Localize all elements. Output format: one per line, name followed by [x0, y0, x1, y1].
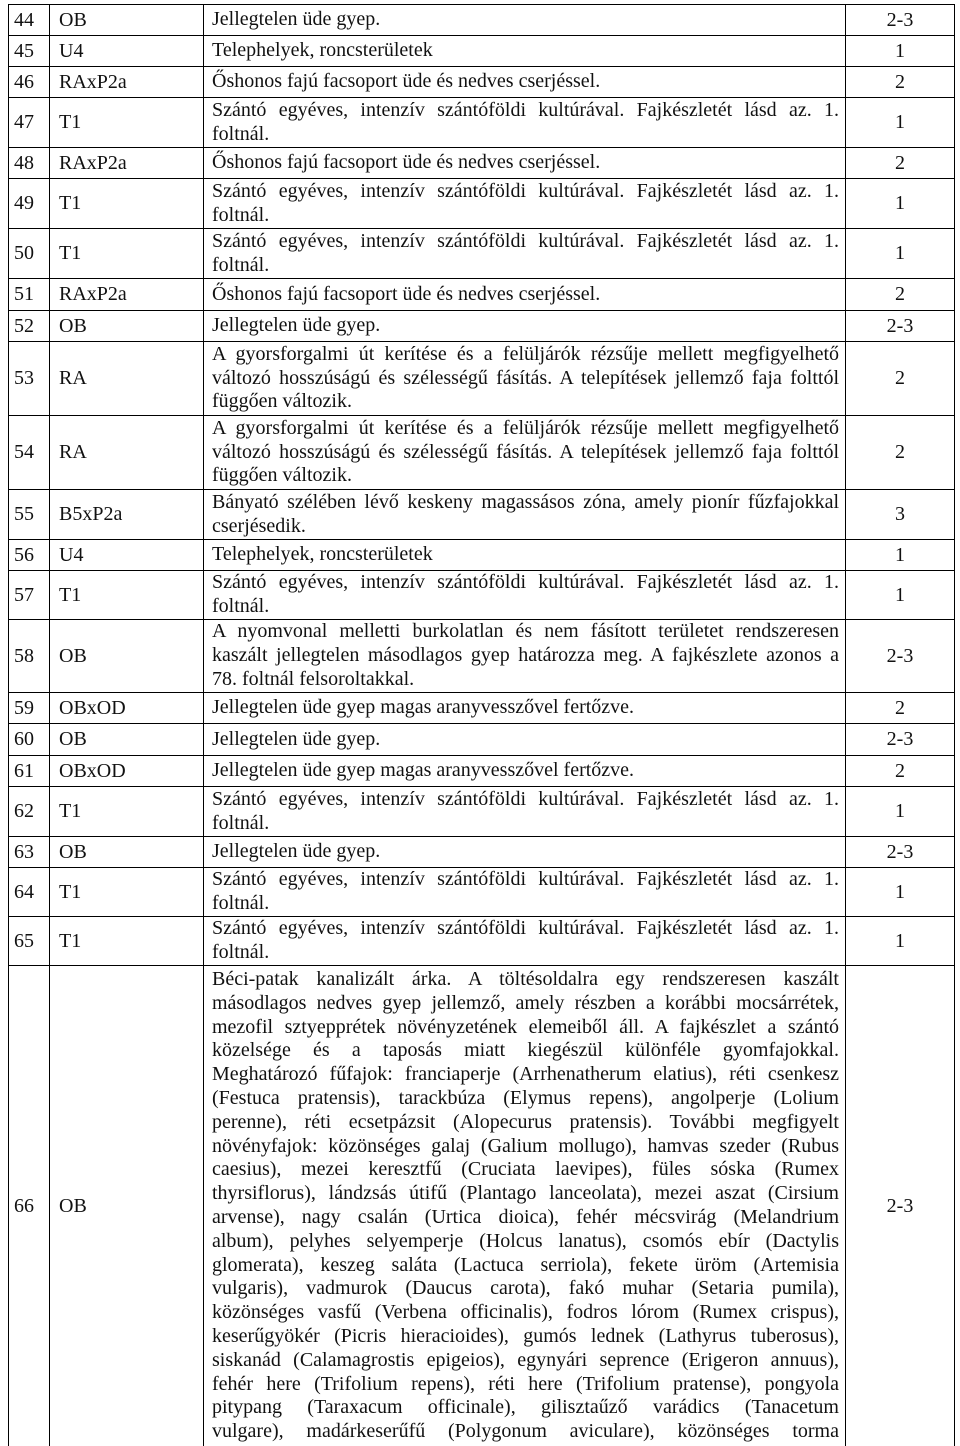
habitat-code: OB	[49, 5, 203, 35]
naturalness-value: 2-3	[845, 966, 955, 1446]
table-row	[8, 228, 955, 278]
habitat-code: OB	[49, 311, 203, 341]
description-line: másodlagos nedves gyep jellemző, amely részben a korábbi mocsárrétek,	[212, 991, 839, 1014]
patch-number: 55	[8, 490, 49, 539]
table-row	[8, 66, 955, 97]
habitat-code: OB	[49, 966, 203, 1446]
description-line: Szántó egyéves, intenzív szántóföldi kultúrával. Fajkészletét lásd az. 1.	[212, 179, 839, 202]
naturalness-value: 2-3	[845, 311, 955, 341]
description-line: kaszált jellegtelen másodlagos gyep határozza meg. A fajkészlete azonos a	[212, 644, 839, 667]
table-row	[8, 4, 955, 35]
table-row	[8, 278, 955, 310]
patch-number: 66	[8, 966, 49, 1446]
table-row	[8, 310, 955, 341]
description-line: arvense), nagy csalán (Urtica dioica), fehér mécsvirág (Melandrium	[212, 1206, 839, 1228]
patch-number: 60	[8, 724, 49, 755]
habitat-description	[203, 693, 845, 723]
naturalness-value: 1	[845, 229, 955, 278]
habitat-code: T1	[49, 917, 203, 965]
habitat-code: U4	[49, 36, 203, 66]
patch-number: 58	[8, 620, 49, 692]
table-row	[8, 867, 955, 916]
table-row	[8, 786, 955, 836]
patch-number: 57	[8, 571, 49, 619]
naturalness-value: 2	[845, 693, 955, 723]
description-line: fehér here (Trifolium repens), réti here (Trifolium pratense), pongyola	[212, 1372, 839, 1395]
habitat-code: T1	[49, 571, 203, 619]
description-line: Szántó egyéves, intenzív szántóföldi kultúrával. Fajkészletét lásd az. 1.	[212, 917, 839, 940]
habitat-code: T1	[49, 229, 203, 278]
table-row	[8, 147, 955, 178]
habitat-description	[203, 724, 845, 755]
habitat-description	[203, 917, 845, 965]
description-line: Szántó egyéves, intenzív szántóföldi kultúrával. Fajkészletét lásd az. 1.	[212, 868, 839, 891]
description-line: Jellegtelen üde gyep.	[212, 840, 381, 863]
naturalness-value: 1	[845, 179, 955, 228]
description-line: glomerata), keszeg saláta (Lactuca serriola), fekete üröm (Artemisia	[212, 1253, 839, 1276]
description-line: Őshonos fajú facsoport üde és nedves cserjéssel.	[212, 151, 601, 174]
description-line: foltnál.	[212, 811, 270, 834]
habitat-description	[203, 787, 845, 836]
description-line: közönséges vasfű (Verbena officinalis), fodros lórom (Rumex crispus),	[212, 1301, 839, 1324]
naturalness-value: 1	[845, 868, 955, 916]
naturalness-value: 1	[845, 36, 955, 66]
habitat-description	[203, 868, 845, 916]
naturalness-value: 1	[845, 917, 955, 965]
table-row	[8, 97, 955, 147]
description-line: cserjésedik.	[212, 514, 306, 537]
naturalness-value: 2	[845, 756, 955, 786]
naturalness-value: 2	[845, 279, 955, 310]
description-line: Őshonos fajú facsoport üde és nedves cserjéssel.	[212, 70, 601, 93]
table-row	[8, 965, 955, 1446]
description-line: Meghatározó fűfajok: franciaperje (Arrhenatherum elatius), réti csenkesz	[212, 1063, 839, 1086]
habitat-description	[203, 540, 845, 570]
patch-number: 44	[8, 5, 49, 35]
description-line: változó hosszúságú és szélességű fásítás. A telepítések jellemző faja folttól	[212, 366, 839, 389]
naturalness-value: 1	[845, 540, 955, 570]
habitat-description	[203, 620, 845, 692]
naturalness-value: 1	[845, 571, 955, 619]
description-line: Béci-patak kanalizált árka. A töltésoldalra egy rendszeresen kaszált	[212, 968, 839, 991]
description-line: változó hosszúságú és szélességű fásítás. A telepítések jellemző faja folttól	[212, 440, 839, 463]
patch-number: 59	[8, 693, 49, 723]
description-line: foltnál.	[212, 941, 270, 963]
habitat-code: U4	[49, 540, 203, 570]
description-line: Jellegtelen üde gyep magas aranyvesszővel fertőzve.	[212, 696, 635, 719]
description-line: Őshonos fajú facsoport üde és nedves cserjéssel.	[212, 282, 601, 305]
table-row	[8, 836, 955, 867]
description-line: A gyorsforgalmi út kerítése és a felüljárók rézsűje mellett megfigyelhető	[212, 342, 839, 365]
naturalness-value: 2	[845, 416, 955, 489]
habitat-code: OB	[49, 837, 203, 867]
habitat-description	[203, 179, 845, 228]
habitat-code: RAxP2a	[49, 279, 203, 310]
description-line: (Festuca pratensis), tarackbúza (Elymus repens), angolperje (Lolium	[212, 1087, 839, 1110]
description-line: perenne), réti ecsetpázsit (Alopecurus pratensis). További megfigyelt	[212, 1110, 839, 1133]
naturalness-value: 3	[845, 490, 955, 539]
table-row	[8, 570, 955, 619]
habitat-description	[203, 98, 845, 147]
habitat-description	[203, 67, 845, 97]
description-line: foltnál.	[212, 595, 270, 617]
description-line: keserűgyökér (Picris hieracioides), gumós lednek (Lathyrus tuberosus),	[212, 1324, 839, 1347]
description-line: függően változik.	[212, 464, 352, 487]
habitat-code: RA	[49, 342, 203, 415]
patch-number: 56	[8, 540, 49, 570]
table-row	[8, 489, 955, 539]
table-row	[8, 35, 955, 66]
patch-number: 54	[8, 416, 49, 489]
description-line: pitypang (Taraxacum officinale), gilisztaűző varádics (Tanacetum	[212, 1396, 839, 1419]
description-line: mezofil sztyepprétek növényzetének elemeiből áll. A fajkészlet a szántó	[212, 1015, 839, 1038]
description-line: foltnál.	[212, 892, 270, 914]
description-line: foltnál.	[212, 203, 270, 226]
description-line: függően változik.	[212, 390, 352, 413]
habitat-code: T1	[49, 868, 203, 916]
habitat-description	[203, 148, 845, 178]
habitat-description	[203, 571, 845, 619]
description-line: A nyomvonal melletti burkolatlan és nem fásított területet rendszeresen	[212, 620, 839, 643]
patch-number: 49	[8, 179, 49, 228]
naturalness-value: 2	[845, 342, 955, 415]
habitat-code: OBxOD	[49, 756, 203, 786]
habitat-description	[203, 5, 845, 35]
naturalness-value: 2-3	[845, 724, 955, 755]
patch-number: 47	[8, 98, 49, 147]
habitat-description	[203, 416, 845, 489]
table-row	[8, 178, 955, 228]
description-line: Jellegtelen üde gyep magas aranyvesszővel fertőzve.	[212, 759, 635, 782]
table-row	[8, 916, 955, 965]
patch-number: 62	[8, 787, 49, 836]
habitat-code: T1	[49, 787, 203, 836]
habitat-description	[203, 756, 845, 786]
patch-number: 50	[8, 229, 49, 278]
habitat-description	[203, 311, 845, 341]
habitat-code: T1	[49, 98, 203, 147]
patch-number: 52	[8, 311, 49, 341]
patch-number: 63	[8, 837, 49, 867]
patch-number: 45	[8, 36, 49, 66]
habitat-code: RAxP2a	[49, 67, 203, 97]
description-line: Szántó egyéves, intenzív szántóföldi kultúrával. Fajkészletét lásd az. 1.	[212, 98, 839, 121]
habitat-table	[8, 4, 955, 1446]
habitat-code: OB	[49, 724, 203, 755]
naturalness-value: 2-3	[845, 5, 955, 35]
table-row	[8, 341, 955, 415]
description-line: Jellegtelen üde gyep.	[212, 314, 381, 337]
description-line: növényfajok: közönséges galaj (Galium mollugo), hamvas szeder (Rubus	[212, 1134, 839, 1157]
description-line: Bányató szélében lévő keskeny magassásos zóna, amely pionír fűzfajokkal	[212, 490, 839, 513]
description-line: Szántó egyéves, intenzív szántóföldi kultúrával. Fajkészletét lásd az. 1.	[212, 571, 839, 594]
description-line: Telephelyek, roncsterületek	[212, 543, 433, 566]
table-row	[8, 619, 955, 692]
habitat-code: T1	[49, 179, 203, 228]
table-row	[8, 415, 955, 489]
table-row	[8, 755, 955, 786]
description-line: Szántó egyéves, intenzív szántóföldi kultúrával. Fajkészletét lásd az. 1.	[212, 229, 839, 252]
habitat-code: OB	[49, 620, 203, 692]
habitat-code: B5xP2a	[49, 490, 203, 539]
description-line: Jellegtelen üde gyep.	[212, 727, 381, 750]
habitat-description	[203, 279, 845, 310]
description-line: foltnál.	[212, 122, 270, 145]
habitat-code: RAxP2a	[49, 148, 203, 178]
habitat-code: RA	[49, 416, 203, 489]
habitat-description	[203, 490, 845, 539]
patch-number: 53	[8, 342, 49, 415]
description-line: közelsége és a taposás miatt kiegészül különféle gyomfajokkal.	[212, 1039, 839, 1062]
naturalness-value: 2-3	[845, 837, 955, 867]
naturalness-value: 2-3	[845, 620, 955, 692]
description-line: siskanád (Calamagrostis epigeios), egynyári seprence (Erigeron annuus),	[212, 1348, 839, 1371]
description-line: thyrsiflorus), lándzsás útifű (Plantago lanceolata), mezei aszat (Cirsium	[212, 1182, 839, 1205]
table-row	[8, 539, 955, 570]
patch-number: 65	[8, 917, 49, 965]
description-line: album), pelyhes selyemperje (Holcus lanatus), csomós ebír (Dactylis	[212, 1229, 839, 1252]
description-line: caesius), mezei keresztfű (Cruciata laevipes), füles sóska (Rumex	[212, 1158, 839, 1181]
table-row	[8, 723, 955, 755]
habitat-description	[203, 36, 845, 66]
naturalness-value: 1	[845, 98, 955, 147]
description-line: vulgare), madárkeserűfű (Polygonum aviculare), közönséges torma	[212, 1420, 839, 1443]
patch-number: 51	[8, 279, 49, 310]
description-line: Telephelyek, roncsterületek	[212, 39, 433, 62]
description-line: A gyorsforgalmi út kerítése és a felüljárók rézsűje mellett megfigyelhető	[212, 416, 839, 439]
habitat-code: OBxOD	[49, 693, 203, 723]
description-line: 78. foltnál felsoroltakkal.	[212, 667, 415, 690]
description-line: vulgaris), vadmurok (Daucus carota), fakó muhar (Setaria pumila),	[212, 1277, 839, 1300]
naturalness-value: 2	[845, 67, 955, 97]
habitat-description	[203, 229, 845, 278]
patch-number: 46	[8, 67, 49, 97]
patch-number: 48	[8, 148, 49, 178]
naturalness-value: 2	[845, 148, 955, 178]
patch-number: 64	[8, 868, 49, 916]
description-line: Jellegtelen üde gyep.	[212, 8, 381, 31]
habitat-description	[203, 837, 845, 867]
naturalness-value: 1	[845, 787, 955, 836]
habitat-description	[203, 966, 845, 1446]
habitat-description	[203, 342, 845, 415]
description-line: foltnál.	[212, 253, 270, 276]
description-line: Szántó egyéves, intenzív szántóföldi kultúrával. Fajkészletét lásd az. 1.	[212, 787, 839, 810]
patch-number: 61	[8, 756, 49, 786]
table-row	[8, 692, 955, 723]
